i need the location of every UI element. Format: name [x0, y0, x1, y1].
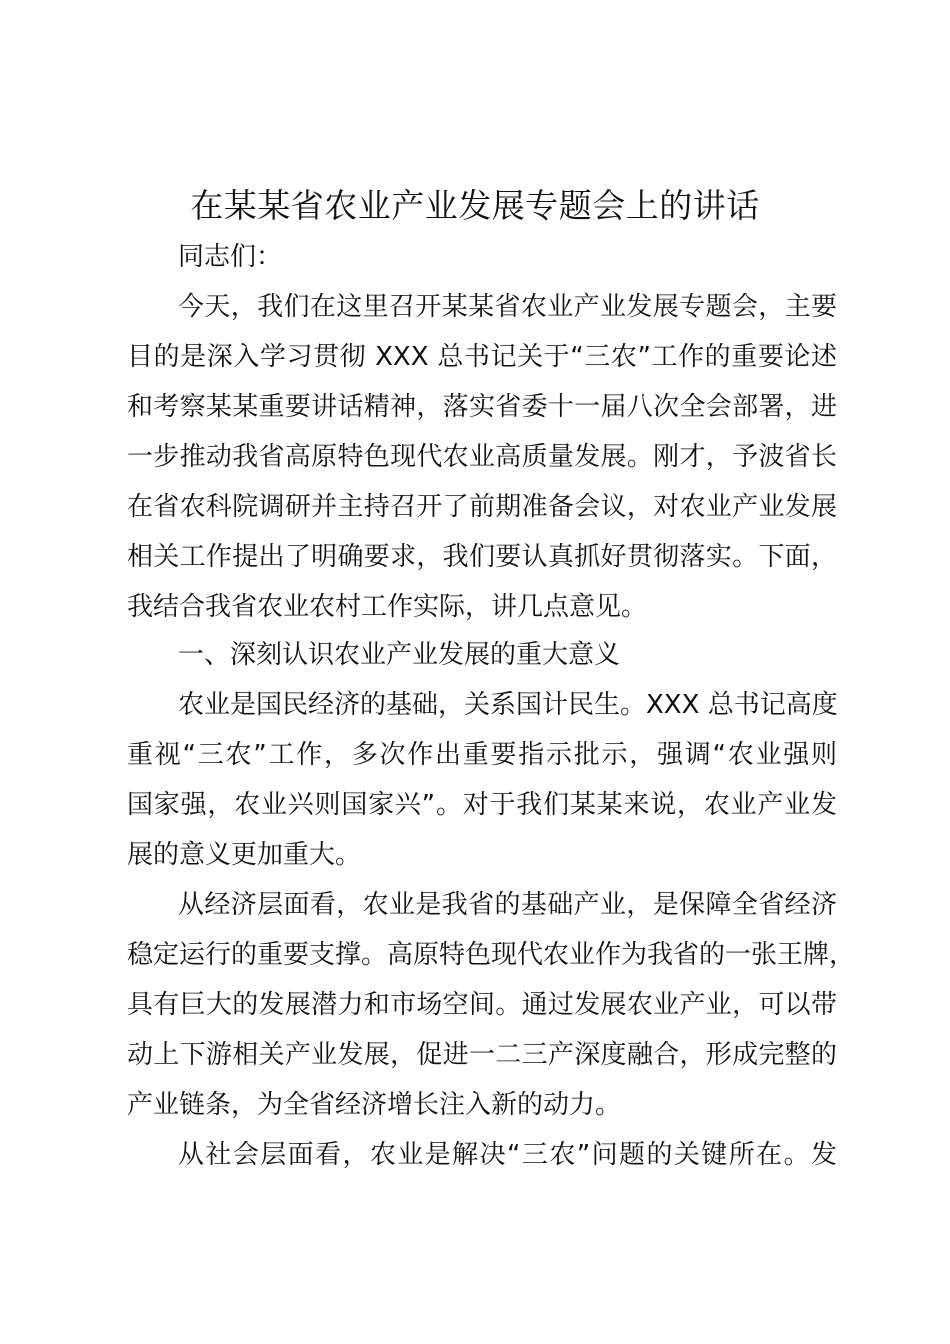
paragraph-line: 一步推动我省高原特色现代农业高质量发展。刚才，予波省长: [127, 442, 837, 472]
paragraph-line: 今天，我们在这里召开某某省农业产业发展专题会，主要: [178, 292, 837, 322]
paragraph-line: 产业链条，为全省经济增长注入新的动力。: [127, 1090, 622, 1120]
paragraph-line: 我结合我省农业农村工作实际，讲几点意见。: [127, 592, 648, 622]
paragraph-line: 国家强，农业兴则国家兴”。对于我们某某来说，农业产业发: [127, 790, 837, 820]
paragraph-line: 具有巨大的发展潜力和市场空间。通过发展农业产业，可以带: [127, 990, 837, 1020]
salutation: 同志们：: [178, 242, 283, 272]
document-title: 在某某省农业产业发展专题会上的讲话: [190, 186, 760, 225]
paragraph-line: 在省农科院调研并主持召开了前期准备会议，对农业产业发展: [127, 492, 837, 522]
paragraph-line: 和考察某某重要讲话精神，落实省委十一届八次全会部署，进: [127, 392, 837, 422]
paragraph-line: 从经济层面看，农业是我省的基础产业，是保障全省经济: [178, 890, 837, 920]
paragraph-line: 从社会层面看，农业是解决“三农”问题的关键所在。发: [178, 1140, 837, 1170]
paragraph-line: 稳定运行的重要支撑。高原特色现代农业作为我省的一张王牌，: [127, 940, 856, 970]
paragraph-line: 相关工作提出了明确要求，我们要认真抓好贯彻落实。下面，: [127, 542, 837, 572]
paragraph-line: 重视“三农”工作，多次作出重要指示批示，强调“农业强则: [127, 740, 837, 770]
paragraph-line: 动上下游相关产业发展，促进一二三产深度融合，形成完整的: [127, 1040, 837, 1070]
paragraph-line: 展的意义更加重大。: [127, 840, 362, 870]
section-heading: 一、深刻认识农业产业发展的重大意义: [178, 640, 621, 670]
paragraph-line: 目的是深入学习贯彻 XXX 总书记关于“三农”工作的重要论述: [127, 342, 837, 372]
paragraph-line: 农业是国民经济的基础，关系国计民生。XXX 总书记高度: [178, 690, 838, 720]
